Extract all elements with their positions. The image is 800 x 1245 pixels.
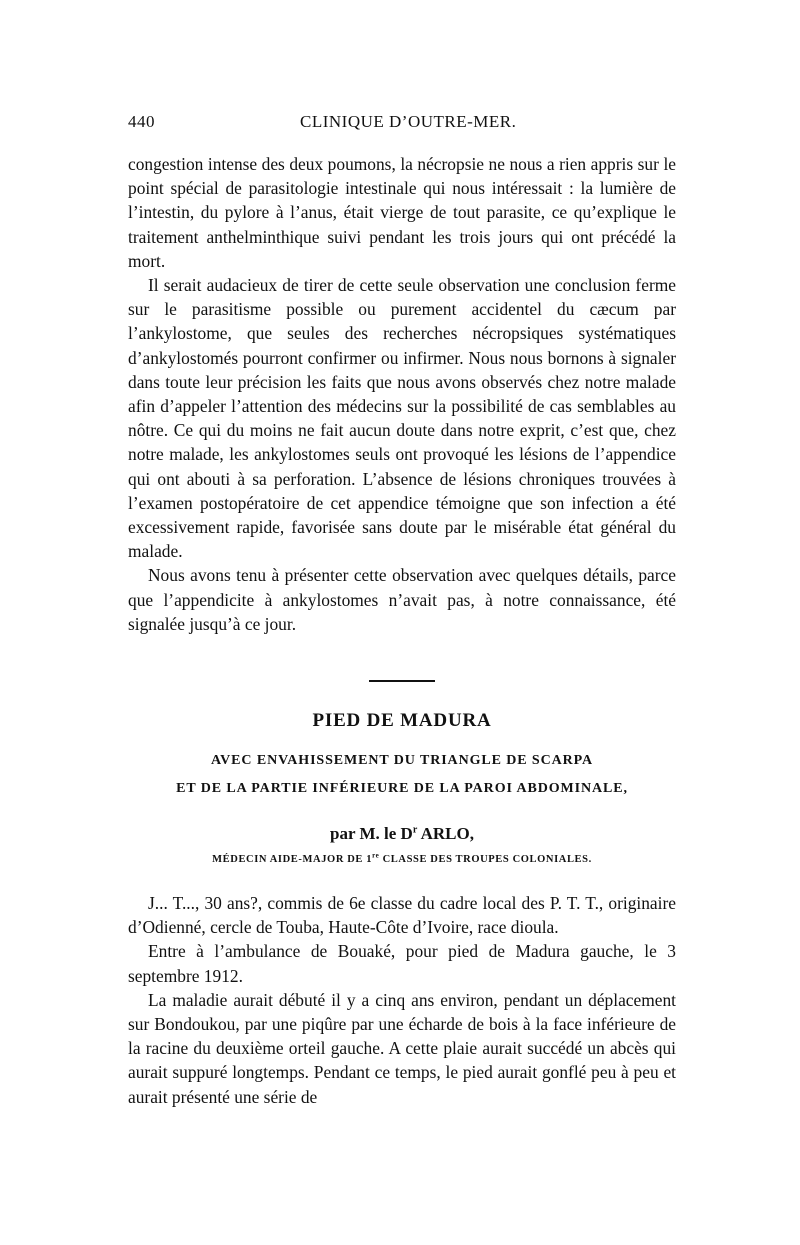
article-subtitle (128, 747, 676, 803)
section-divider (369, 680, 435, 682)
affiliation-prefix: MÉDECIN AIDE-MAJOR DE 1 (212, 854, 373, 866)
page-header (128, 112, 676, 142)
affiliation-sup: re (372, 851, 380, 860)
paragraph: La maladie aurait débuté il y a cinq ans environ, pendant un déplacement sur Bondoukou, par une piqûre par une écharde de bois à la face inférieure de la racine du deuxième orteil gauche. A cette plaie aurait succédé un abcès qui aurait suppuré longtemps. Pendant ce temps, le pied aurait gonflé peu à peu et aurait présenté une série de (128, 989, 676, 1107)
paragraph: Il serait audacieux de tirer de cette seule observation une conclusion ferme sur le parasitisme possible ou purement accidentel du cæcum par l’ankylostome, que seules des recherches nécropsiques systématiques d’ankylostomés pourront confirmer ou infirmer. Nous nous bornons à signaler dans toute leur précision les faits que nous avons observés chez notre malade afin d’appeler l’attention des médecins sur la possibilité de cas semblables au nôtre. Ce qui du moins ne fait aucun doute dans notre exprit, c’est que, chez notre malade, les ankylostomes seuls ont provoqué les lésions de l’appendice qui ont abouti à sa perforation. L’absence de lésions chroniques trouvées à l’examen postopératoire de cet appendice témoigne que son infection a été excessivement rapide, favorisée sans doute par le misérable état général du malade. (128, 275, 676, 562)
paragraph: J... T..., 30 ans?, commis de 6e classe du cadre local des P. T. T., originaire d’Odienné, cercle de Touba, Haute-Côte d’Ivoire, race dioula. (128, 893, 676, 938)
byline-sup: r (412, 824, 418, 836)
article-subtitle-line: ET DE LA PARTIE INFÉRIEURE DE LA PAROI ABDOMINALE, (176, 781, 628, 797)
body-text-bottom (128, 891, 676, 1109)
affiliation-suffix: CLASSE DES TROUPES COLONIALES. (379, 854, 592, 866)
article-subtitle-line: AVEC ENVAHISSEMENT DU TRIANGLE DE SCARPA (210, 753, 594, 769)
body-text-top (128, 152, 676, 636)
article-title: PIED DE MADURA (312, 710, 492, 732)
page-number: 440 (128, 112, 155, 131)
page (128, 112, 676, 1109)
paragraph: congestion intense des deux poumons, la nécropsie ne nous a rien appris sur le point spécial de parasitologie intestinale qui nous intéressait : la lumière de l’intestin, du pylore à l’anus, était vierge de tout parasite, ce qu’explique le traitement anthelminthique suivi pendant les trois jours qui ont précédé la mort. (128, 154, 676, 271)
author-affiliation (128, 851, 676, 866)
paragraph: Entre à l’ambulance de Bouaké, pour pied de Madura gauche, le 3 septembre 1912. (128, 941, 676, 986)
author-name: ARLO, (417, 824, 474, 844)
author-byline (128, 824, 676, 844)
paragraph: Nous avons tenu à présenter cette observation avec quelques détails, parce que l’appendicite à ankylostomes n’avait pas, à notre connaissance, été signalée jusqu’à ce jour. (128, 565, 676, 634)
running-head: CLINIQUE D’OUTRE-MER. (300, 112, 517, 131)
byline-prefix: par M. le D (330, 824, 413, 844)
